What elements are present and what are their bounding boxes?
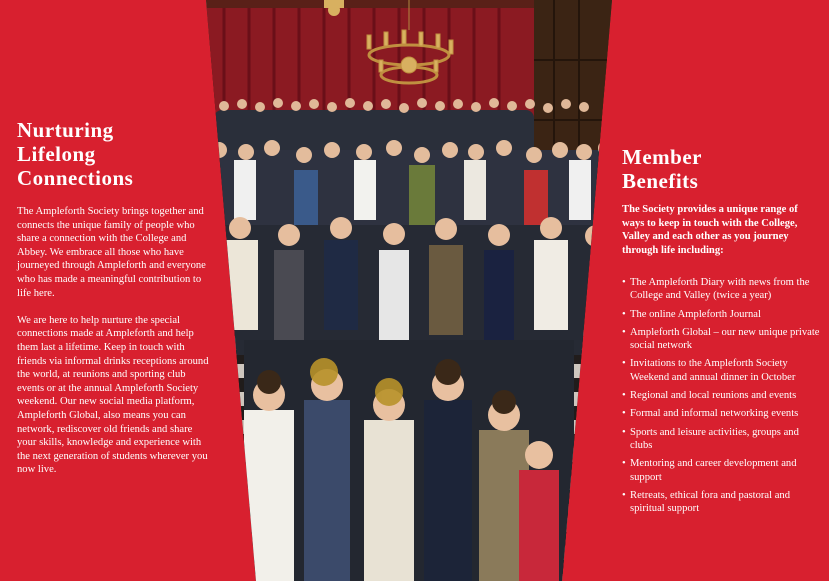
benefit-text: Invitations to the Ampleforth Society Weekend and annual dinner in October: [630, 358, 796, 383]
connections-paragraph: We are here to help nurture the special connections made at Ampleforth and help them last a lifetime. Keep in touch with friends via informal drinks receptions around the world, at reunions and sporting club events or at the annual Ampleforth Society weekend. Our new social media platform, Ampleforth Global, also means you can network, rediscover old friends and share your skills, knowledge and experience with the next generation of students wherever you now live.: [17, 314, 209, 476]
benefit-text: Formal and informal networking events: [630, 408, 799, 420]
list-item: [622, 308, 822, 321]
left-heading-line: Nurturing: [17, 118, 114, 142]
bullet-icon: •: [622, 390, 626, 402]
reception-crowd-photo: [204, 0, 614, 581]
right-heading-line: Member: [622, 145, 702, 169]
list-item: [622, 407, 822, 420]
left-heading: [17, 118, 197, 190]
bullet-icon: •: [622, 458, 626, 470]
list-item: [622, 457, 822, 484]
intro-paragraph: The Ampleforth Society brings together and connects the unique family of people who share a connection with the College and Abbey. We embrace all those who have journeyed through Ampleforth and everyone who has made a meaningful contribution to life here.: [17, 206, 206, 299]
benefits-list: [622, 276, 822, 520]
bullet-icon: •: [622, 308, 626, 320]
right-heading: [622, 145, 802, 193]
list-item: [622, 489, 822, 516]
benefits-intro: The Society provides a unique range of ways to keep in touch with the College, Valley and each other as you journey through life including:: [622, 204, 798, 256]
list-item: [622, 357, 822, 384]
left-body: [17, 205, 217, 490]
benefit-text: Sports and leisure activities, groups and clubs: [630, 426, 799, 451]
right-heading-line: Benefits: [622, 169, 699, 193]
bullet-icon: •: [622, 408, 626, 420]
bullet-icon: •: [622, 426, 626, 438]
bullet-icon: •: [622, 358, 626, 370]
benefit-text: Mentoring and career development and support: [630, 458, 797, 483]
bullet-icon: •: [622, 489, 626, 501]
benefit-text: Ampleforth Global – our new unique private social network: [630, 326, 820, 352]
bullet-icon: •: [622, 277, 626, 288]
benefit-text: Regional and local reunions and events: [630, 390, 797, 402]
benefit-text: Retreats, ethical fora and pastoral and spiritual support: [630, 489, 791, 515]
left-heading-line: Lifelong: [17, 142, 96, 166]
list-item: [622, 276, 822, 303]
bullet-icon: •: [622, 326, 626, 338]
benefit-text: The online Ampleforth Journal: [630, 308, 761, 320]
list-item: [622, 389, 822, 402]
list-item: [622, 426, 822, 453]
benefit-text: The Ampleforth Diary with news from the College and Valley (twice a year): [630, 277, 810, 302]
left-heading-line: Connections: [17, 166, 134, 190]
list-item: [622, 326, 822, 353]
